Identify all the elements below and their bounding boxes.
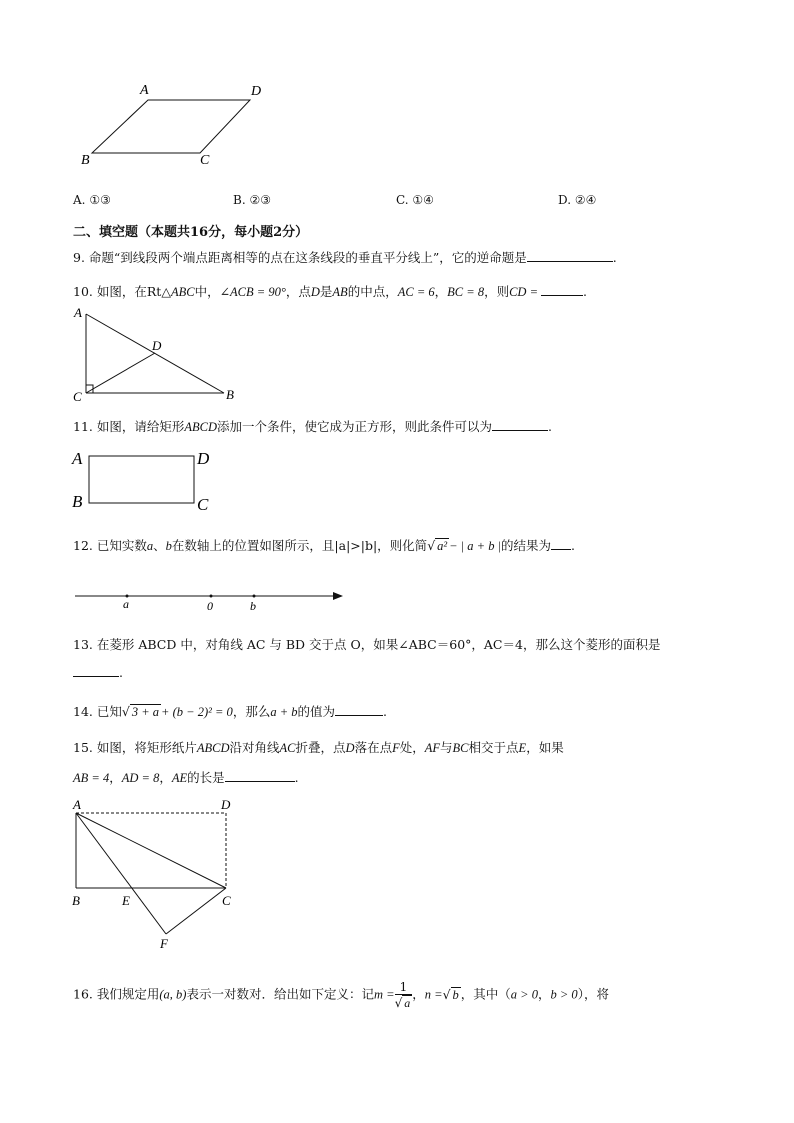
label-D: D xyxy=(251,84,262,99)
label-A: A xyxy=(73,797,81,812)
q15-af: AF xyxy=(424,741,441,755)
parallelogram-figure xyxy=(0,0,794,180)
label-C: C xyxy=(197,495,209,514)
q15-e: E xyxy=(518,741,527,755)
arrow-head xyxy=(333,592,343,600)
q10-p3: ，点 xyxy=(285,284,311,299)
q16-n: n = xyxy=(424,987,443,1002)
q15-p4: 落在点 xyxy=(354,740,393,755)
section-title: 二、填空题（本题共16分，每小题2分） xyxy=(73,225,309,240)
q12-p1: 已知实数 xyxy=(96,538,147,553)
q11-p2: 添加一个条件，使它成为正方形，则此条件可以为 xyxy=(217,419,493,434)
q16-ca: a > 0 xyxy=(510,987,538,1002)
q16-p4: ），将 xyxy=(577,986,609,1002)
question-14 xyxy=(73,702,387,720)
q11-answer-blank[interactable] xyxy=(492,418,548,431)
q10-comma: ， xyxy=(434,284,448,299)
label-E: E xyxy=(122,893,130,908)
q12-b: b xyxy=(165,539,172,553)
q10-ac: AC = 6 xyxy=(397,285,435,299)
q12-p3: 的结果为 xyxy=(501,538,552,553)
q16-p2: 表示一对数对．给出如下定义：记 xyxy=(186,986,374,1002)
folded-rectangle-figure xyxy=(0,795,260,955)
option-a-letter: A. xyxy=(73,193,86,207)
q10-ab: AB xyxy=(332,285,348,299)
q15-ad: AD = 8 xyxy=(121,771,160,785)
q12-end: . xyxy=(571,538,576,553)
question-12 xyxy=(73,536,575,554)
q14-p3: 的值为 xyxy=(297,704,336,719)
question-15 xyxy=(73,738,564,756)
q15-p3: 折叠，点 xyxy=(295,740,346,755)
q15-answer-blank[interactable] xyxy=(225,769,295,782)
q14-answer-blank[interactable] xyxy=(335,703,383,716)
q15-p5: 处， xyxy=(399,740,425,755)
q10-rt: Rt△ xyxy=(146,284,171,299)
question-13 xyxy=(73,635,660,653)
label-C: C xyxy=(222,893,231,908)
option-c-value: ①④ xyxy=(412,193,434,207)
option-d-letter: D. xyxy=(558,193,572,207)
axis-label-b: b xyxy=(250,599,256,613)
q9-text: 命题“到线段两个端点距离相等的点在这条线段的垂直平分线上”，它的逆命题是 xyxy=(88,250,527,265)
q14-sqrt: √ 3 + a xyxy=(121,704,160,719)
label-D: D xyxy=(152,338,162,353)
q12-sep: 、 xyxy=(153,538,166,553)
q15-p8: ，如果 xyxy=(526,740,564,755)
q15-p6: 与 xyxy=(440,740,453,755)
label-B: B xyxy=(72,893,80,908)
question-10 xyxy=(73,282,587,300)
q11-end: . xyxy=(548,419,553,434)
q15-ae: AE xyxy=(171,771,188,785)
q16-cb: b > 0 xyxy=(550,987,578,1002)
option-b-letter: B. xyxy=(233,193,246,207)
q10-abc: ABC xyxy=(170,285,195,299)
question-13-line2 xyxy=(73,664,123,680)
q15-d: D xyxy=(345,741,355,755)
q16-n-sqrt: √ b xyxy=(442,986,459,1002)
q16-comma: ， xyxy=(412,986,425,1002)
question-9 xyxy=(73,248,617,266)
q10-p6: ，则 xyxy=(484,284,510,299)
question-15-line2 xyxy=(73,768,299,786)
q13-end: . xyxy=(119,665,123,680)
question-16 xyxy=(73,980,609,1010)
q16-m: m = xyxy=(373,987,395,1002)
q15-p1: 如图，将矩形纸片 xyxy=(96,740,197,755)
q15-comma: ， xyxy=(109,770,122,785)
q13-text: 在菱形 ABCD 中，对角线 AC 与 BD 交于点 O，如果∠ABC＝60°，AC＝4，那么这个菱形的面积是 xyxy=(96,637,661,652)
q9-number: 9. xyxy=(73,250,85,265)
q12-a: a xyxy=(146,539,154,553)
q10-answer-blank[interactable] xyxy=(541,283,583,296)
label-B: B xyxy=(81,153,90,168)
q12-expr: − | a + b | xyxy=(449,539,502,553)
q12-sqrt: √ a² xyxy=(427,538,448,553)
q10-number: 10. xyxy=(73,284,93,299)
q15-f: F xyxy=(392,741,400,755)
q13-answer-blank[interactable] xyxy=(73,664,119,677)
q11-number: 11. xyxy=(73,419,93,434)
q16-p3: ，其中（ xyxy=(460,986,511,1002)
point-zero xyxy=(210,595,213,598)
label-D: D xyxy=(197,449,210,468)
q11-abcd: ABCD xyxy=(184,420,218,434)
q9-end: . xyxy=(612,250,617,265)
q10-p5: 的中点， xyxy=(347,284,398,299)
q11-p1: 如图，请给矩形 xyxy=(96,419,185,434)
q15-ac: AC xyxy=(279,741,296,755)
label-D: D xyxy=(221,797,231,812)
q12-answer-blank[interactable] xyxy=(551,537,571,550)
q16-number: 16. xyxy=(73,986,93,1002)
axis-label-a: a xyxy=(123,597,129,611)
q10-cd: CD = xyxy=(509,285,539,299)
label-F: F xyxy=(160,936,168,951)
triangle-figure xyxy=(0,300,260,405)
q12-p2: 在数轴上的位置如图所示，且|a|>|b|，则化简 xyxy=(171,538,428,553)
q16-p1: 我们规定用 xyxy=(96,986,160,1002)
q15-bc: BC xyxy=(452,741,469,755)
q16-fraction: $\frac{1}{√ a}$ xyxy=(394,980,411,1010)
q14-apb: a + b xyxy=(270,705,298,719)
q15-p7: 相交于点 xyxy=(468,740,519,755)
option-d[interactable] xyxy=(558,193,596,207)
q13-number: 13. xyxy=(73,637,93,652)
parallelogram-shape xyxy=(92,100,250,153)
label-A: A xyxy=(74,305,82,320)
option-d-value: ②④ xyxy=(574,193,597,207)
option-c[interactable] xyxy=(396,193,434,207)
q15-p2: 沿对角线 xyxy=(229,740,280,755)
option-b-value: ②③ xyxy=(249,193,271,207)
q15-abcd: ABCD xyxy=(196,741,230,755)
point-b xyxy=(253,595,256,598)
q10-angle: ∠ACB = 90° xyxy=(219,285,286,299)
question-11 xyxy=(73,417,552,435)
q10-d: D xyxy=(310,285,320,299)
label-B: B xyxy=(72,492,83,511)
q14-p2: ，那么 xyxy=(232,704,271,719)
q16-pair: (a, b) xyxy=(159,987,187,1002)
q12-number: 12. xyxy=(73,538,93,553)
option-b[interactable] xyxy=(233,193,271,207)
q15-l2p1: ， xyxy=(159,770,172,785)
option-a-value: ①③ xyxy=(89,193,111,207)
q14-p1: 已知 xyxy=(96,704,122,719)
option-a[interactable] xyxy=(73,193,111,207)
label-A: A xyxy=(72,449,83,468)
q15-l2p2: 的长是 xyxy=(187,770,225,785)
rectangle-figure xyxy=(0,440,260,520)
q9-answer-blank[interactable] xyxy=(527,249,613,262)
q15-ab: AB = 4 xyxy=(73,771,110,785)
label-C: C xyxy=(200,153,210,168)
label-B: B xyxy=(226,387,234,402)
q10-p2: 中， xyxy=(194,284,220,299)
q10-p4: 是 xyxy=(319,284,333,299)
number-line xyxy=(0,580,360,620)
option-c-letter: C. xyxy=(396,193,409,207)
q15-number: 15. xyxy=(73,740,93,755)
q10-p1: 如图，在 xyxy=(96,284,147,299)
axis-label-zero: 0 xyxy=(207,599,213,613)
label-C: C xyxy=(73,389,82,404)
label-A: A xyxy=(140,83,149,98)
q14-end: . xyxy=(383,704,388,719)
q14-expr: + (b − 2)² = 0 xyxy=(161,705,233,719)
q15-end: . xyxy=(294,770,299,785)
q16-comma2: ， xyxy=(537,986,551,1002)
q10-bc: BC = 8 xyxy=(447,285,485,299)
q10-end: . xyxy=(583,284,588,299)
q14-number: 14. xyxy=(73,704,93,719)
